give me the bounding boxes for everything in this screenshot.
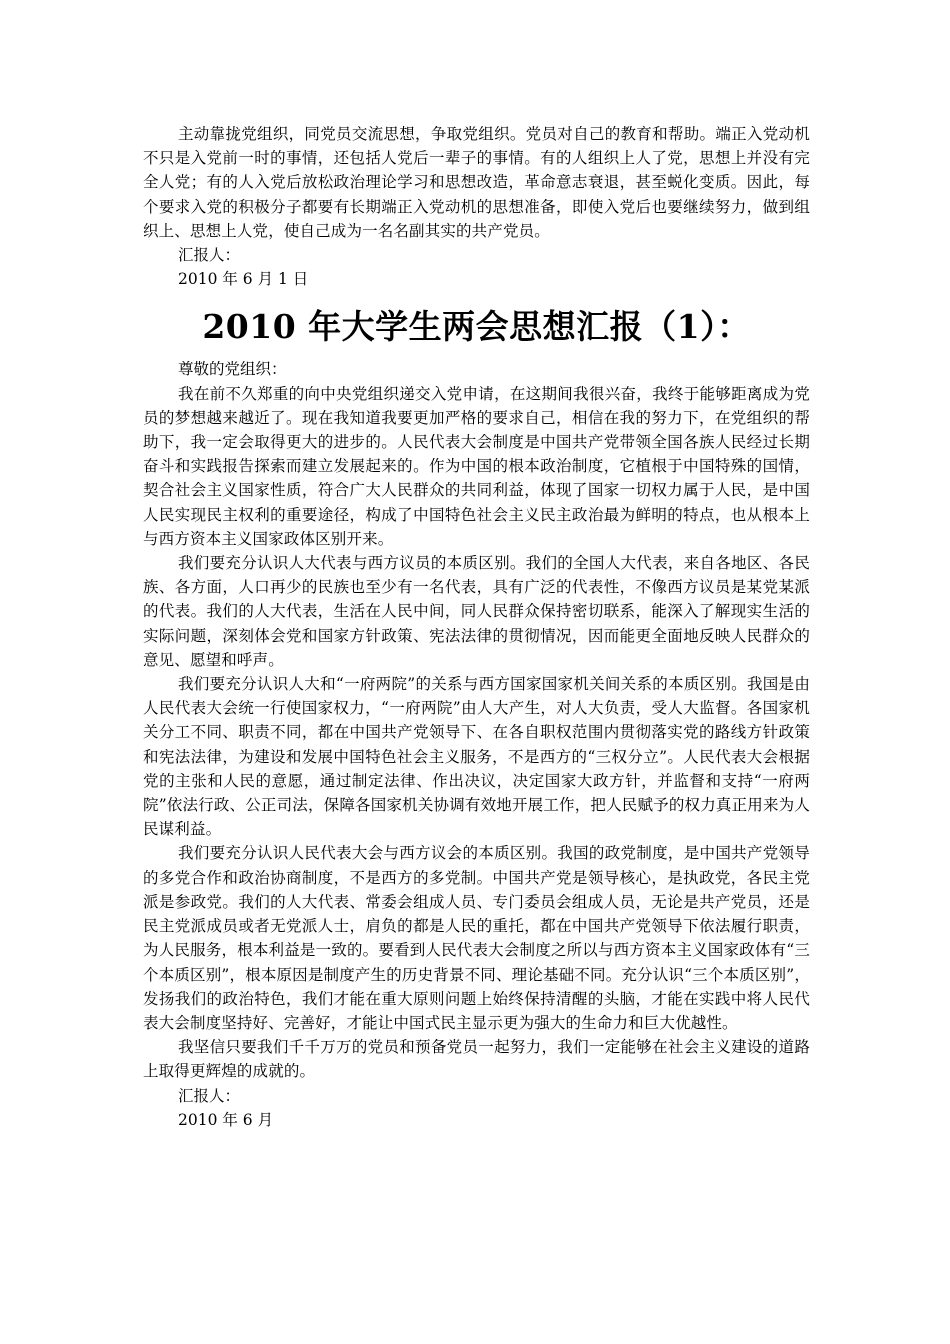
report-reporter-label: 汇报人： <box>178 1086 241 1105</box>
report-salutation: 尊敬的党组织： <box>178 360 287 379</box>
intro-date: 2010 年 6 月 1 日 <box>178 270 309 289</box>
report-date: 2010 年 6 月 <box>178 1110 274 1129</box>
report-paragraph-4: 我们要充分认识人民代表大会与西方议会的本质区别。我国的政党制度，是中国共产党领导的多党合作和政治协商制度，不是西方的多党制。中国共产党是领导核心，是执政党，各民主党派是参政党。我们的人大代表、常委会组成人员、专门委员会组成人员，无论是共产党员，还是民主党派成员或者无党派人士，肩负的都是人民的重托，都在中国共产党领导下依法履行职责，为人民服务，根本利益是一致的。要看到人民代表大会制度之所以与西方资本主义国家政体有“三个本质区别”，根本原因是制度产生的历史背景不同、理论基础不同。充分认识“三个本质区别”，发扬我们的政治特色，我们才能在重大原则问题上始终保持清醒的头脑，才能在实践中将人民代表大会制度坚持好、完善好，才能让中国式民主显示更为强大的生命力和巨大优越性。 <box>143 844 810 1032</box>
report-paragraph-3: 我们要充分认识人大和“一府两院”的关系与西方国家国家机关间关系的本质区别。我国是由人民代表大会统一行使国家权力，“一府两院”由人大产生，对人大负责，受人大监督。各国家机关分工不同、职责不同，都在中国共产党领导下、在各自职权范围内贯彻落实党的路线方针政策和宪法法律，为建设和发展中国特色社会主义服务，不是西方的“三权分立”。人民代表大会根据党的主张和人民的意愿，通过制定法律、作出决议，决定国家大政方针，并监督和支持“一府两院”依法行政、公正司法，保障各国家机关协调有效地开展工作，把人民赋予的权力真正用来为人民谋利益。 <box>143 675 810 839</box>
report-title: 2010 年大学生两会思想汇报（1）： <box>202 307 751 347</box>
report-paragraph-5: 我坚信只要我们千千万万的党员和预备党员一起努力，我们一定能够在社会主义建设的道路上取得更辉煌的成就的。 <box>143 1038 810 1081</box>
intro-reporter-label: 汇报人： <box>178 246 241 265</box>
report-paragraph-1: 我在前不久郑重的向中央党组织递交入党申请，在这期间我很兴奋，我终于能够距离成为党员的梦想越来越近了。现在我知道我要更加严格的要求自己，相信在我的努力下，在党组织的帮助下，我一定会取得更大的进步的。人民代表大会制度是中国共产党带领全国各族人民经过长期奋斗和实践报告探索而建立发展起来的。作为中国的根本政治制度，它植根于中国特殊的国情，契合社会主义国家性质，符合广大人民群众的共同利益，体现了国家一切权力属于人民，是中国人民实现民主权利的重要途径，构成了中国特色社会主义民主政治最为鲜明的特点，也从根本上与西方资本主义国家政体区别开来。 <box>143 384 810 548</box>
document-page <box>143 122 810 1132</box>
report-paragraph-2: 我们要充分认识人大代表与西方议员的本质区别。我们的全国人大代表，来自各地区、各民族、各方面，人口再少的民族也至少有一名代表，具有广泛的代表性，不像西方议员是某党某派的代表。我们的人大代表，生活在人民中间，同人民群众保持密切联系，能深入了解现实生活的实际问题，深刻体会党和国家方针政策、宪法法律的贯彻情况，因而能更全面地反映人民群众的意见、愿望和呼声。 <box>143 554 810 669</box>
intro-paragraph: 主动靠拢党组织，同党员交流思想，争取党组织。党员对自己的教育和帮助。端正入党动机不只是入党前一时的事情，还包括人党后一辈子的事情。有的人组织上人了党，思想上并没有完全人党；有的人入党后放松政治理论学习和思想改造，革命意志衰退，甚至蜕化变质。因此，每个要求入党的积极分子都要有长期端正入党动机的思想准备，即使入党后也要继续努力，做到组织上、思想上人党，使自己成为一名名副其实的共产党员。 <box>143 125 810 240</box>
